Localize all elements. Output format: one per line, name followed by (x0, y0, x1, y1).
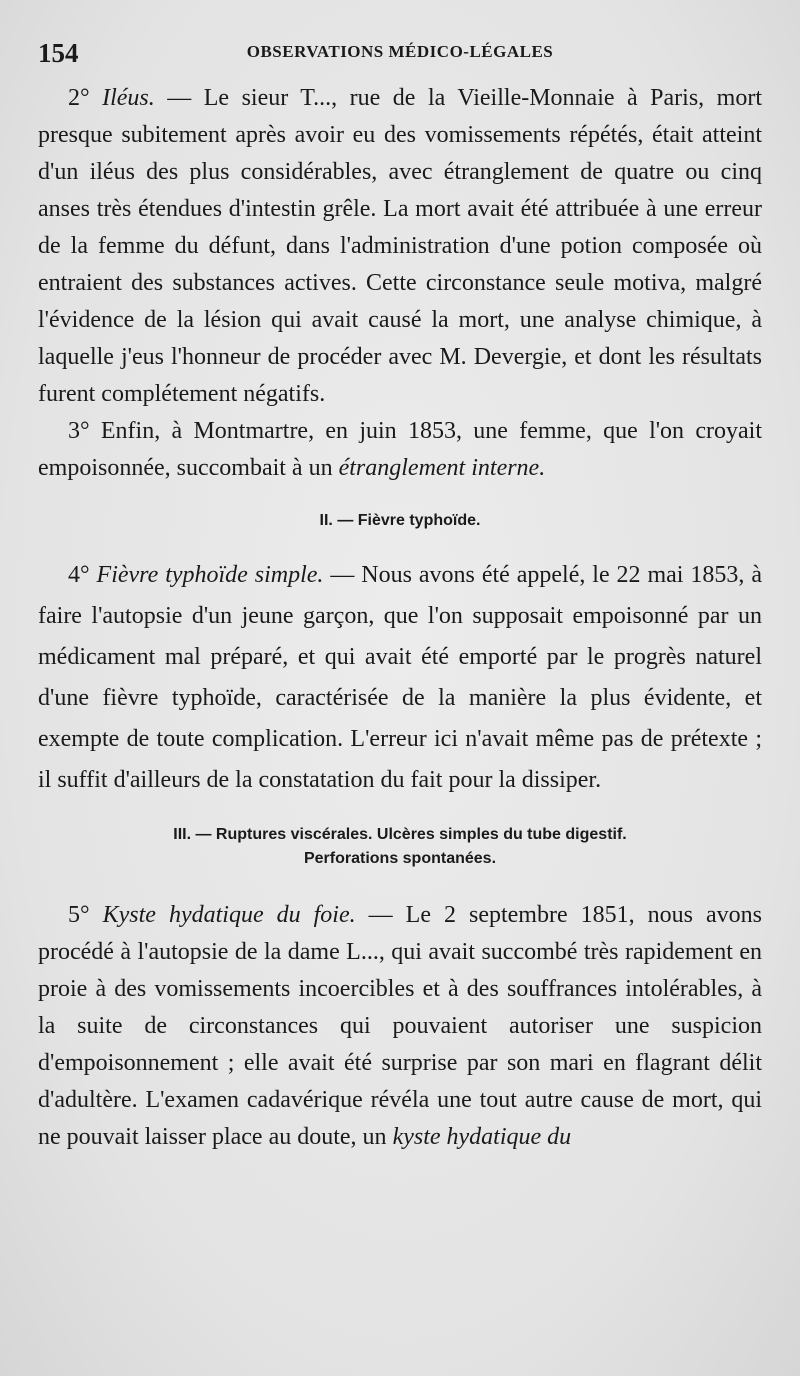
section-heading-fievre-typhoide: II. — Fièvre typhoïde. (319, 512, 481, 529)
case-title: Kyste hydatique du foie. (102, 902, 356, 928)
case-title: Fièvre typhoïde simple. (96, 562, 324, 588)
paragraph-kyste-hydatique (38, 897, 762, 1156)
paragraph-montmartre (38, 413, 762, 487)
page-number: 154 (38, 38, 79, 68)
paragraph-text: — Nous avons été appelé, le 22 mai 1853, à faire l'autopsie d'un jeune garçon, que l'on supposait empoisonné par un médicament mal préparé, et qui avait été emporté par le progrès naturel d'une fièvre typhoïde, caractérisée de la manière la plus évidente, et exempte de toute complication. L'erreur ici n'avait même pas de prétexte ; il suffit d'ailleurs de la constatation du fait pour la dissiper. (38, 562, 762, 793)
page-header (38, 38, 762, 68)
section-heading-line: Perforations spontanées. (303, 850, 497, 867)
paragraph-text: — Le 2 septembre 1851, nous avons procédé à l'autopsie de la dame L..., qui avait succombé très rapidement en proie à des vomissements incoercibles et à des souffrances intolérables, à la suite de circonstances qui pouvaient autoriser une suspicion d'empoisonnement ; elle avait été surprise par son mari en flagrant délit d'adultère. L'examen cadavérique révéla une tout autre cause de mort, qui ne pouvait laisser place au doute, un (38, 902, 762, 1150)
section-heading-ruptures (38, 823, 762, 871)
italic-term: étranglement interne. (338, 455, 546, 481)
section-heading-line: III. — Ruptures viscérales. Ulcères simples du tube digestif. (173, 826, 627, 843)
case-title: Iléus. (102, 85, 155, 111)
case-number: 4° (68, 562, 97, 588)
running-head: OBSERVATIONS MÉDICO-LÉGALES (246, 42, 554, 61)
case-number: 2° (68, 85, 103, 111)
paragraph-text: — Le sieur T..., rue de la Vieille-Monnaie à Paris, mort presque subitement après avoir eu des vomissements répétés, était atteint d'un iléus des plus considérables, avec étranglement de quatre ou cinq anses très étendues d'intestin grêle. La mort avait été attribuée à une erreur de la femme du défunt, dans l'administration d'une potion composée où entraient des substances actives. Cette circonstance seule motiva, malgré l'évidence de la lésion qui avait causé la mort, une analyse chimique, à laquelle j'eus l'honneur de procéder avec M. Devergie, et dont les résultats furent complétement négatifs. (38, 85, 762, 407)
page-body (38, 80, 762, 1156)
italic-term: kyste hydatique du (392, 1124, 572, 1150)
paragraph-ileus (38, 80, 762, 413)
paragraph-text: 3° Enfin, à Montmartre, en juin 1853, une femme, que l'on croyait empoisonnée, succombait à un (38, 418, 762, 481)
case-number: 5° (68, 902, 103, 928)
paragraph-fievre-typhoide (38, 555, 762, 801)
